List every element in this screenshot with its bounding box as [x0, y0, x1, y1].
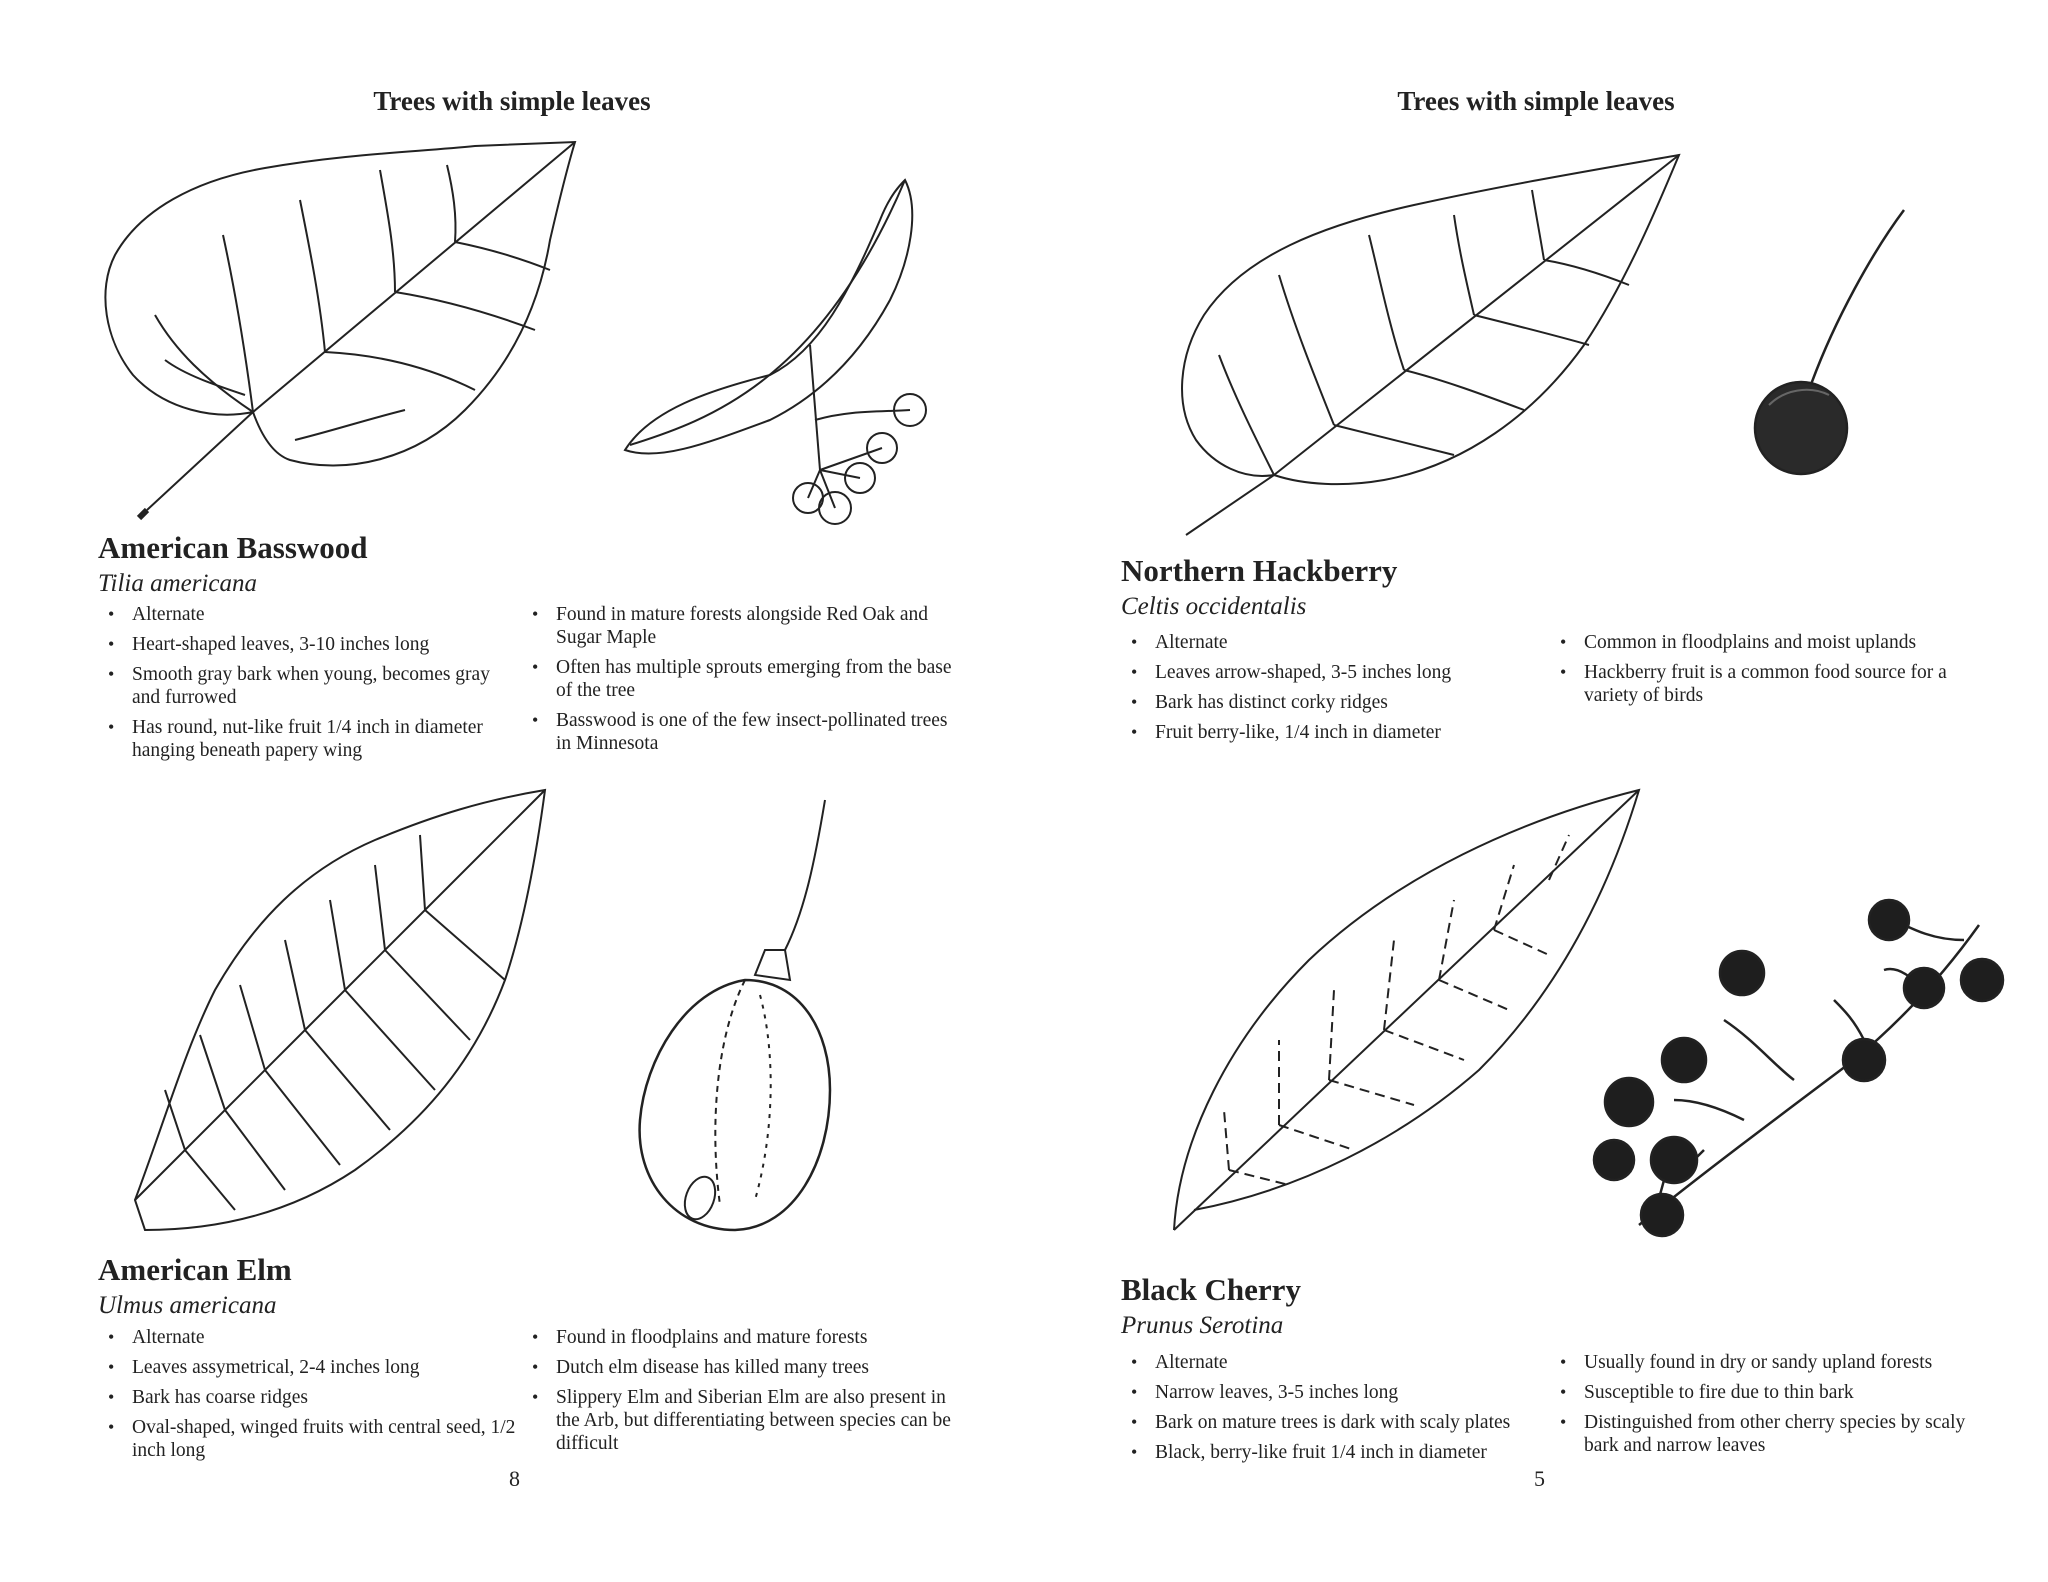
species-basswood: [98, 530, 368, 600]
species-hackberry: [1121, 553, 1397, 623]
fact-item: • Hackberry fruit is a common food source for a variety of birds: [1550, 661, 1980, 707]
facts-list: [1121, 631, 1551, 751]
hackberry-leaf-illustration: [1174, 155, 1684, 545]
fact-item: • Susceptible to fire due to thin bark: [1550, 1381, 1980, 1404]
facts-list: [98, 603, 518, 769]
facts-list: [1121, 1351, 1551, 1471]
fact-item: • Alternate: [1121, 631, 1551, 654]
hackberry-fruit-illustration: [1724, 210, 1924, 480]
species-elm: [98, 1252, 292, 1322]
species-name: Black Cherry: [1121, 1272, 1301, 1307]
fact-item: • Fruit berry-like, 1/4 inch in diameter: [1121, 721, 1551, 744]
fact-item: • Slippery Elm and Siberian Elm are also present in the Arb, but differentiating between species can be difficult: [522, 1386, 952, 1455]
right-page: [1024, 0, 2048, 1582]
fact-item: • Narrow leaves, 3-5 inches long: [1121, 1381, 1551, 1404]
page-number: 8: [509, 1466, 520, 1491]
species-name: American Elm: [98, 1252, 292, 1287]
fact-item: • Bark has distinct corky ridges: [1121, 691, 1551, 714]
fact-item: • Alternate: [1121, 1351, 1551, 1374]
species-latin-name: Prunus Serotina: [1121, 1312, 1284, 1339]
species-latin-name: Tilia americana: [98, 570, 258, 597]
fact-item: • Bark has coarse ridges: [98, 1386, 518, 1409]
species-latin-name: Ulmus americana: [98, 1292, 277, 1319]
species-name: American Basswood: [98, 530, 368, 565]
facts-list: [522, 603, 952, 762]
fact-item: • Found in floodplains and mature forests: [522, 1326, 952, 1349]
fact-item: • Often has multiple sprouts emerging from the base of the tree: [522, 656, 952, 702]
species-latin-name: Celtis occidentalis: [1121, 593, 1307, 620]
facts-list: [1550, 631, 1980, 714]
fact-item: • Leaves arrow-shaped, 3-5 inches long: [1121, 661, 1551, 684]
fact-item: • Smooth gray bark when young, becomes gray and furrowed: [98, 663, 518, 709]
facts-list: [522, 1326, 952, 1462]
basswood-leaf-illustration: [95, 140, 595, 520]
elm-fruit-illustration: [635, 800, 855, 1240]
species-name: Northern Hackberry: [1121, 553, 1398, 588]
fact-item: • Dutch elm disease has killed many trees: [522, 1356, 952, 1379]
fact-item: • Bark on mature trees is dark with scaly plates: [1121, 1411, 1551, 1434]
facts-list: [98, 1326, 518, 1469]
basswood-fruit-illustration: [620, 180, 940, 540]
fact-item: • Basswood is one of the few insect-pollinated trees in Minnesota: [522, 709, 952, 755]
fact-item: • Alternate: [98, 1326, 518, 1349]
fact-item: • Alternate: [98, 603, 518, 626]
fact-item: • Heart-shaped leaves, 3-10 inches long: [98, 633, 518, 656]
fact-item: • Has round, nut-like fruit 1/4 inch in diameter hanging beneath papery wing: [98, 716, 518, 762]
fact-item: • Found in mature forests alongside Red Oak and Sugar Maple: [522, 603, 952, 649]
fact-item: • Usually found in dry or sandy upland forests: [1550, 1351, 1980, 1374]
page-title: Trees with simple leaves: [373, 86, 651, 116]
elm-leaf-illustration: [125, 790, 555, 1240]
page-title: Trees with simple leaves: [1397, 86, 1675, 116]
fact-item: • Leaves assymetrical, 2-4 inches long: [98, 1356, 518, 1379]
page-number: 5: [1534, 1466, 1545, 1491]
cherry-fruit-illustration: [1554, 880, 1994, 1240]
fact-item: • Common in floodplains and moist uplands: [1550, 631, 1980, 654]
fact-item: • Oval-shaped, winged fruits with central seed, 1/2 inch long: [98, 1416, 518, 1462]
fact-item: • Black, berry-like fruit 1/4 inch in diameter: [1121, 1441, 1551, 1464]
fact-item: • Distinguished from other cherry species by scaly bark and narrow leaves: [1550, 1411, 1980, 1457]
facts-list: [1550, 1351, 1980, 1464]
species-black-cherry: [1121, 1272, 1301, 1342]
